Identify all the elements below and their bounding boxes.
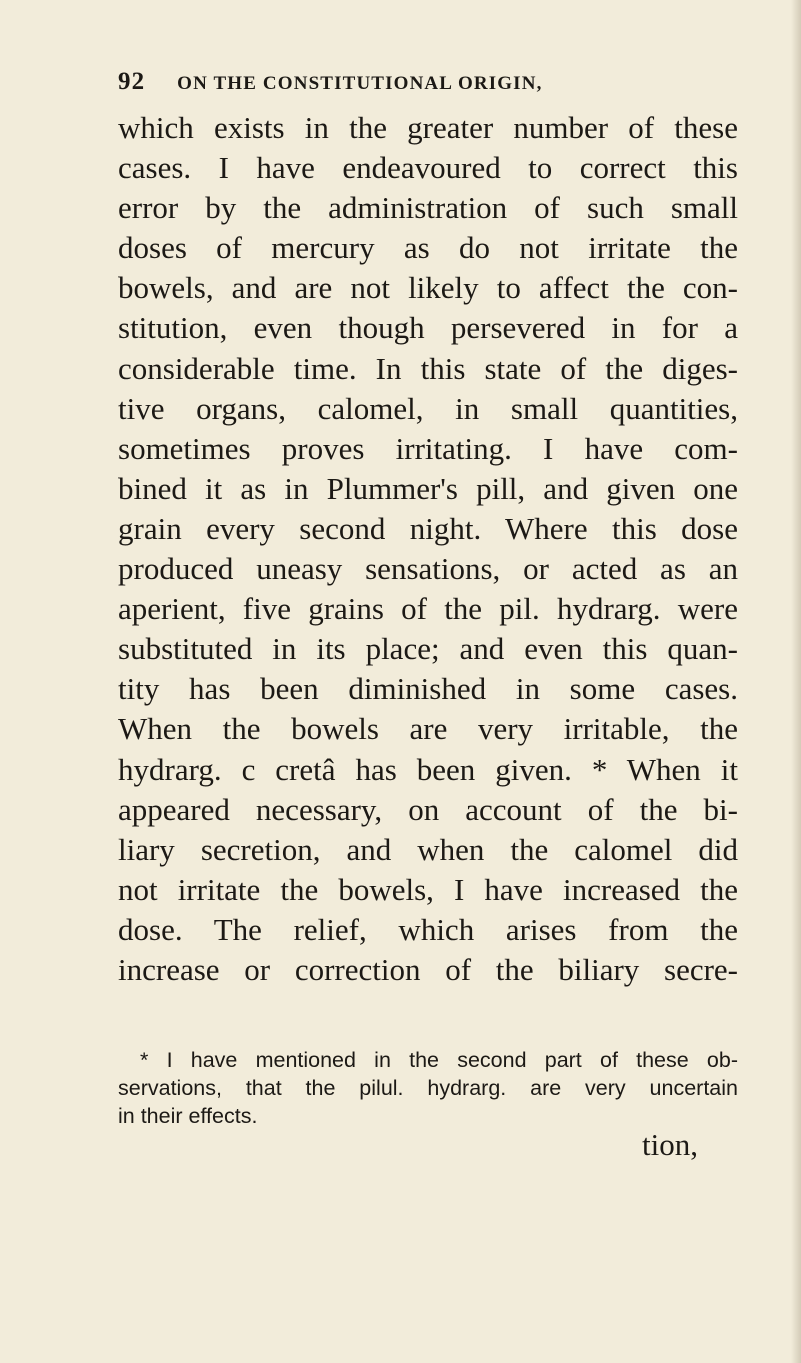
body-line: bined it as in Plummer's pill, and given one xyxy=(118,470,738,506)
body-line: aperient, five grains of the pil. hydrarg. were xyxy=(118,591,738,627)
footnote-line: in their effects. xyxy=(118,1104,258,1128)
body-line: tive organs, calomel, in small quantities, xyxy=(118,390,738,426)
page-edge-shadow xyxy=(791,0,801,1363)
footnote xyxy=(118,1046,738,1130)
body-line: bowels, and are not likely to affect the con- xyxy=(118,270,738,306)
body-line: appeared necessary, on account of the bi- xyxy=(118,791,738,827)
body-line: liary secretion, and when the calomel did xyxy=(118,831,738,867)
body-line: tity has been diminished in some cases. xyxy=(118,671,738,707)
running-title: ON THE CONSTITUTIONAL ORIGIN, xyxy=(177,73,543,94)
body-line: When the bowels are very irritable, the xyxy=(118,711,738,747)
page-number: 92 xyxy=(118,68,146,95)
footnote-line: servations, that the pilul. hydrarg. are very uncertain xyxy=(118,1076,738,1100)
body-line: considerable time. In this state of the diges- xyxy=(118,350,738,386)
body-line: which exists in the greater number of these xyxy=(118,110,738,145)
catchword: tion, xyxy=(642,1127,698,1162)
body-line: stitution, even though persevered in for a xyxy=(118,310,738,346)
body-text xyxy=(118,108,738,990)
body-line: error by the administration of such small xyxy=(118,190,738,226)
body-line: not irritate the bowels, I have increased the xyxy=(118,871,738,907)
body-line: cases. I have endeavoured to correct this xyxy=(118,150,738,186)
running-head xyxy=(118,68,718,96)
body-line: produced uneasy sensations, or acted as an xyxy=(118,551,738,587)
body-line: doses of mercury as do not irritate the xyxy=(118,230,738,266)
body-line: substituted in its place; and even this quan- xyxy=(118,631,738,667)
body-line: increase or correction of the biliary secre- xyxy=(118,951,738,987)
body-line: hydrarg. c cretâ has been given. * When it xyxy=(118,751,738,787)
body-line: sometimes proves irritating. I have com- xyxy=(118,430,738,466)
footnote-line: * I have mentioned in the second part of these ob- xyxy=(140,1048,738,1072)
body-line: dose. The relief, which arises from the xyxy=(118,911,738,947)
body-line: grain every second night. Where this dose xyxy=(118,510,738,546)
